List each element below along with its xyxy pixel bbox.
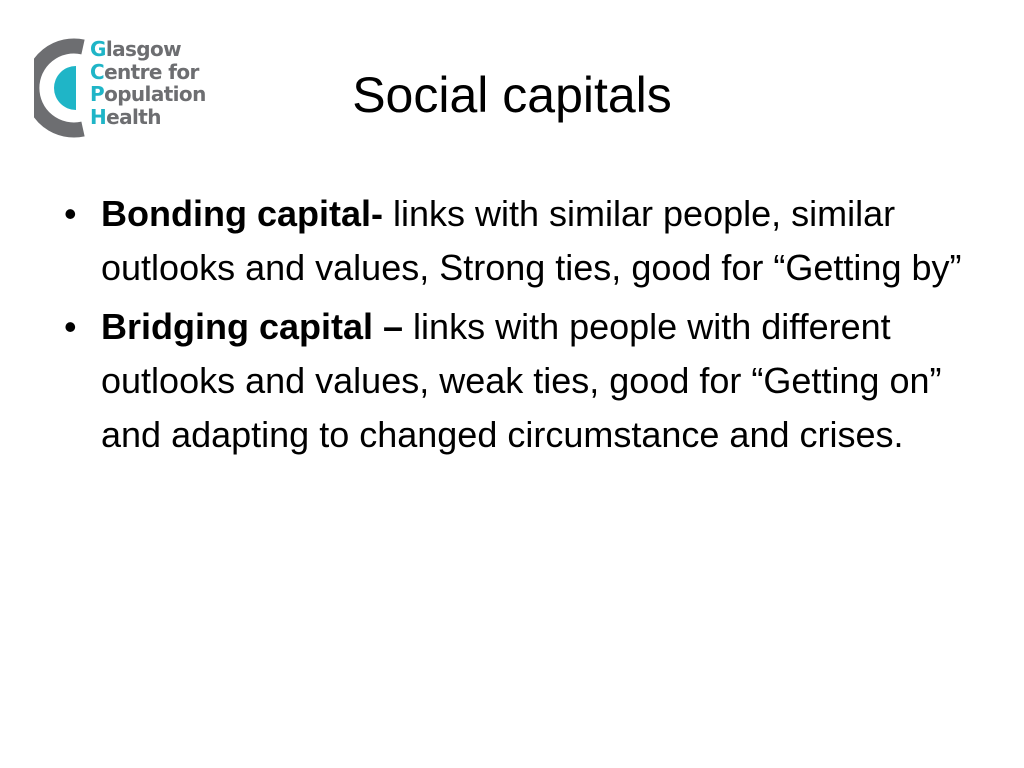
logo-initial: P xyxy=(90,82,105,106)
logo-line xyxy=(90,38,206,61)
logo-initial: H xyxy=(90,104,107,129)
logo-initial: C xyxy=(90,59,105,84)
bullet-term: Bonding capital- xyxy=(101,193,383,234)
bullet-item xyxy=(64,300,981,462)
logo-initial: G xyxy=(90,37,106,61)
bullet-text: links with people with different outlooks and values, weak ties, good for “Getting on” and adapting to changed circumstance and crises. xyxy=(101,306,942,455)
logo-word: ealth xyxy=(106,104,161,129)
bullet-dot-icon: • xyxy=(64,306,77,347)
bullet-list xyxy=(64,187,981,467)
slide-title-text: Social capitals xyxy=(352,67,672,123)
bullet-dot-icon: • xyxy=(64,193,77,234)
slide-title xyxy=(0,64,1024,126)
bullet-item xyxy=(64,187,981,295)
bullet-term: Bridging capital – xyxy=(101,306,404,347)
logo-word: entre for xyxy=(104,59,199,84)
bullet-text: links with similar people, similar outlooks and values, Strong ties, good for “Getting by” xyxy=(101,193,962,288)
logo-word: lasgow xyxy=(105,37,182,61)
logo-word: opulation xyxy=(104,82,206,106)
